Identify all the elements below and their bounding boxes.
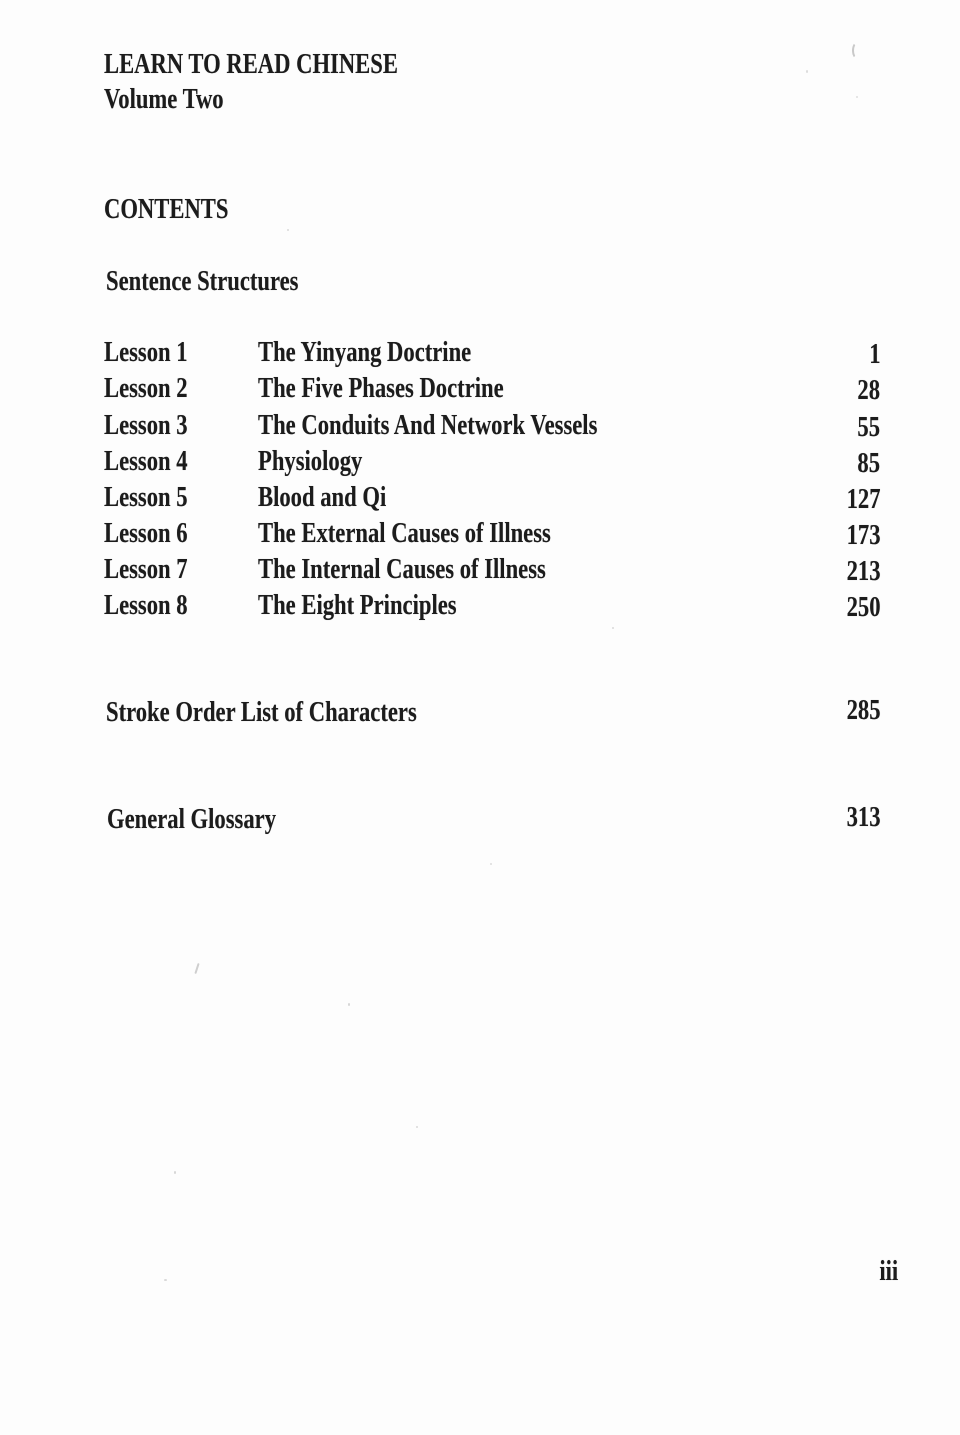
book-volume: Volume Two xyxy=(104,83,224,115)
scan-speck xyxy=(174,1171,176,1174)
scan-speck xyxy=(490,863,492,865)
toc-lesson-title: The Eight Principles xyxy=(258,589,457,621)
toc-page-number: 127 xyxy=(846,483,880,515)
section-heading: Sentence Structures xyxy=(106,265,299,297)
toc-page-number: 173 xyxy=(846,519,880,551)
toc-lesson-label: Lesson 3 xyxy=(104,409,188,441)
book-title: LEARN TO READ CHINESE xyxy=(104,48,398,80)
scan-speck xyxy=(806,70,808,73)
backmatter-title: Stroke Order List of Characters xyxy=(106,696,417,728)
scan-speck xyxy=(612,627,614,629)
toc-page-number: 85 xyxy=(857,447,880,479)
toc-page-number: 250 xyxy=(846,591,880,623)
toc-lesson-label: Lesson 7 xyxy=(104,553,188,585)
toc-lesson-title: The Yinyang Doctrine xyxy=(258,336,472,368)
toc-lesson-label: Lesson 2 xyxy=(104,372,188,404)
folio-page-number: iii xyxy=(879,1255,898,1287)
scan-speck xyxy=(194,963,199,974)
toc-lesson-label: Lesson 1 xyxy=(104,336,188,368)
contents-heading: CONTENTS xyxy=(104,193,229,225)
scan-speck xyxy=(348,1003,350,1006)
toc-lesson-title: Physiology xyxy=(258,445,363,477)
toc-page-number: 213 xyxy=(846,555,880,587)
scan-speck xyxy=(287,229,289,231)
toc-lesson-title: The Five Phases Doctrine xyxy=(258,372,504,404)
scan-speck xyxy=(416,1126,418,1128)
toc-lesson-title: Blood and Qi xyxy=(258,481,387,513)
toc-lesson-label: Lesson 5 xyxy=(104,481,188,513)
toc-lesson-label: Lesson 4 xyxy=(104,445,188,477)
scan-speck xyxy=(164,1279,167,1281)
scan-artifact-paren xyxy=(852,42,862,59)
toc-lesson-label: Lesson 6 xyxy=(104,517,188,549)
toc-lesson-title: The External Causes of Illness xyxy=(258,517,551,549)
backmatter-title: General Glossary xyxy=(107,803,277,835)
backmatter-page-number: 285 xyxy=(846,694,880,726)
toc-page-number: 1 xyxy=(868,338,880,370)
toc-lesson-label: Lesson 8 xyxy=(104,589,188,621)
toc-lesson-title: The Internal Causes of Illness xyxy=(258,553,546,585)
toc-page-number: 28 xyxy=(857,374,880,406)
backmatter-page-number: 313 xyxy=(846,801,880,833)
toc-page-number: 55 xyxy=(857,411,880,443)
scan-speck xyxy=(856,96,858,98)
toc-lesson-title: The Conduits And Network Vessels xyxy=(258,409,598,441)
